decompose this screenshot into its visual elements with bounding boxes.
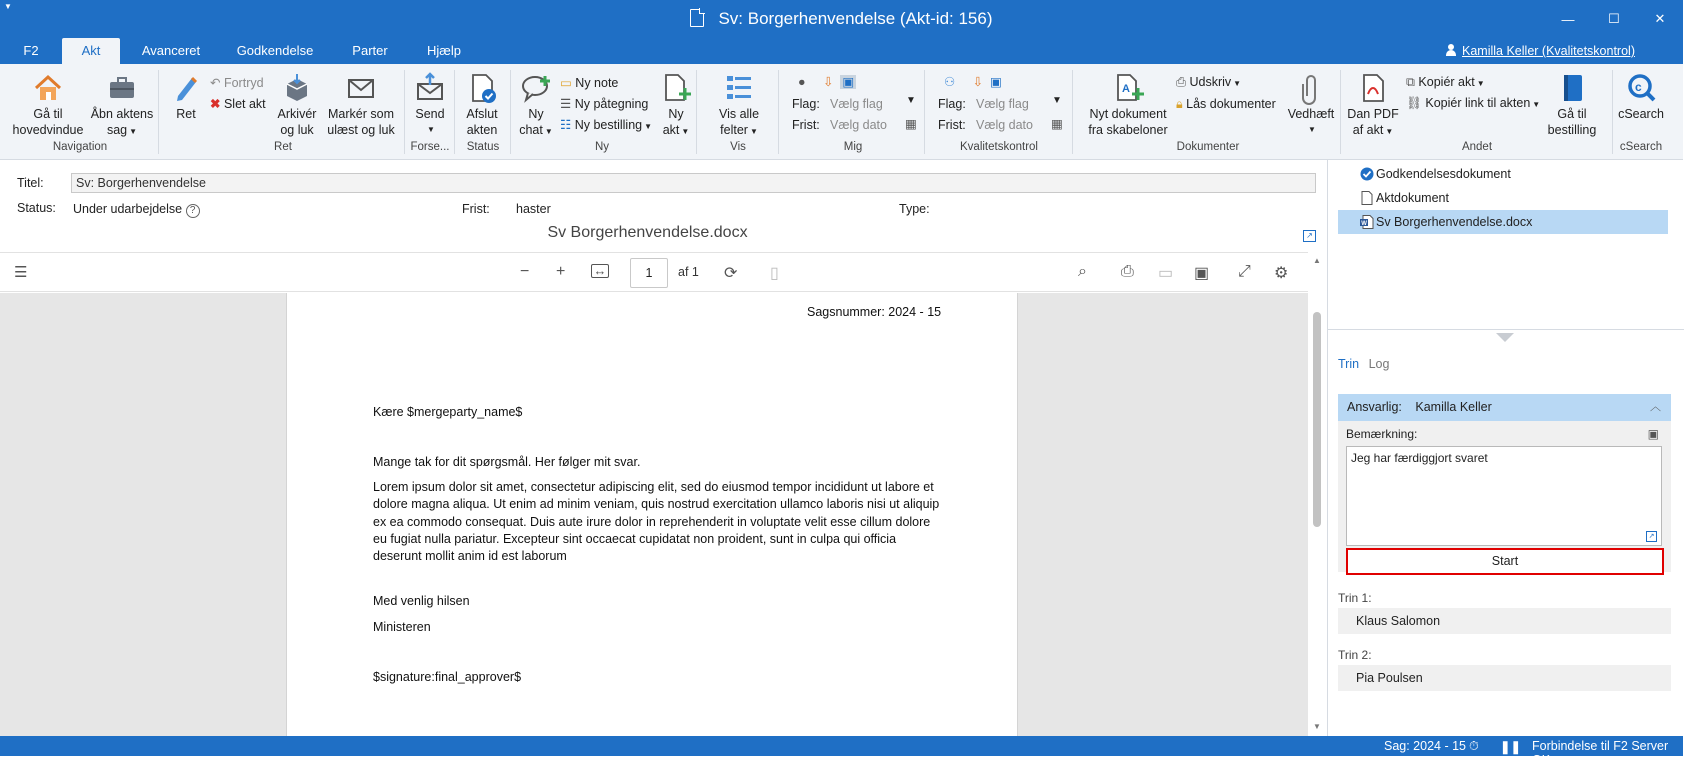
remark-textarea[interactable] bbox=[1346, 446, 1662, 546]
tab-hjaelp[interactable]: Hjælp bbox=[427, 43, 461, 58]
responsible-label: Ansvarlig: bbox=[1347, 400, 1402, 414]
archive-label-2: og luk bbox=[280, 123, 314, 137]
save-icon[interactable]: ▭ bbox=[1158, 265, 1174, 282]
chevron-down-icon: ▼ bbox=[1532, 100, 1541, 109]
delete-x-icon: ✖ bbox=[210, 97, 221, 111]
home-icon bbox=[32, 72, 64, 104]
viewer-scrollbar[interactable] bbox=[1308, 252, 1327, 736]
mark-unread-label-2: ulæst og luk bbox=[327, 123, 395, 137]
main-content bbox=[0, 160, 1327, 736]
mig-flag-select[interactable]: Vælg flag bbox=[830, 97, 883, 111]
body-line: eu fugiat nulla pariatur. Excepteur sint occaecat cupidatat non proident, sunt in culpa qui officia bbox=[373, 531, 897, 546]
tree-item-label: Aktdokument bbox=[1376, 191, 1449, 205]
status-case-number: Sag: 2024 - 15 bbox=[1384, 739, 1467, 753]
print-icon[interactable]: ⎙ bbox=[1121, 263, 1134, 280]
delete-act-button[interactable] bbox=[210, 96, 266, 112]
attach-label: Vedhæft bbox=[1287, 107, 1335, 121]
tab-f2[interactable]: F2 bbox=[23, 43, 39, 58]
page-layout-icon[interactable]: ▯ bbox=[770, 265, 779, 282]
deadline-value: haster bbox=[516, 202, 551, 216]
step1-value[interactable]: Klaus Salomon bbox=[1338, 608, 1671, 634]
title-label: Titel: bbox=[17, 176, 44, 190]
case-number: Sagsnummer: 2024 - 15 bbox=[807, 305, 942, 319]
chat-bubble-icon bbox=[520, 72, 552, 104]
mark-unread-label-1: Markér som bbox=[328, 107, 394, 121]
pencil-icon bbox=[170, 72, 202, 104]
current-user-label: Kamilla Keller (Kvalitetskontrol) bbox=[1462, 44, 1635, 58]
body-line: dolore magna aliqua. Ut enim ad minim veniam, quis nostrud exercitation ullamco laboris nisi ut aliquip bbox=[373, 497, 940, 512]
pause-icon[interactable]: ❚❚ bbox=[1500, 740, 1521, 754]
csearch-button[interactable] bbox=[1614, 72, 1668, 122]
archive-close-button[interactable] bbox=[274, 72, 320, 138]
new-chat-label-1: Ny bbox=[528, 107, 544, 121]
group-label-andet: Andet bbox=[1461, 141, 1493, 153]
close-act-label-2: akten bbox=[466, 123, 498, 137]
lock-documents-button[interactable] bbox=[1176, 96, 1276, 112]
tab-trin[interactable]: Trin bbox=[1338, 357, 1360, 371]
tree-item-label: Sv Borgerhenvendelse.docx bbox=[1376, 215, 1533, 229]
copy-act-label: Kopiér akt bbox=[1418, 75, 1475, 89]
mig-deadline-picker[interactable]: Vælg dato bbox=[830, 118, 887, 132]
attach-button[interactable] bbox=[1286, 72, 1336, 138]
open-case-button[interactable] bbox=[90, 72, 154, 140]
kvalitet-deadline-label: Frist: bbox=[938, 118, 966, 132]
workflow-icon: ⚇ bbox=[944, 75, 956, 89]
mig-icons-row bbox=[798, 74, 856, 90]
new-doc-label-1: Nyt dokument bbox=[1089, 107, 1167, 121]
calendar-toggle-icon[interactable]: ▣ bbox=[990, 75, 1002, 89]
status-bar bbox=[0, 736, 1683, 767]
page-total-label: af 1 bbox=[678, 265, 699, 279]
window-title bbox=[0, 9, 1683, 29]
pdf-icon bbox=[1357, 72, 1389, 104]
template-document-icon bbox=[1112, 72, 1144, 104]
kvalitet-flag-label: Flag: bbox=[938, 97, 966, 111]
title-field[interactable]: Sv: Borgerhenvendelse bbox=[71, 173, 1316, 193]
download-icon[interactable]: ⇩ bbox=[972, 75, 984, 89]
tab-akt[interactable]: Akt bbox=[62, 38, 120, 64]
tree-item-label: Godkendelsesdokument bbox=[1376, 167, 1511, 181]
step2-value[interactable]: Pia Poulsen bbox=[1338, 665, 1671, 691]
search-icon[interactable]: ⌕ bbox=[1078, 263, 1087, 280]
chevron-down-icon: ▼ bbox=[427, 125, 435, 134]
type-label: Type: bbox=[899, 202, 930, 216]
status-connection: Forbindelse til F2 Server OK bbox=[1532, 739, 1669, 767]
title-bar bbox=[0, 0, 1683, 38]
group-label-csearch: cSearch bbox=[1619, 141, 1663, 153]
panel-tabs bbox=[1338, 357, 1389, 371]
new-document-from-template-button[interactable] bbox=[1082, 72, 1174, 138]
group-label-vis: Vis bbox=[730, 141, 746, 153]
popout-icon[interactable]: ↗ bbox=[1303, 230, 1316, 242]
group-separator bbox=[158, 70, 159, 154]
group-label-ny: Ny bbox=[594, 141, 610, 153]
chevron-down-icon: ▼ bbox=[644, 122, 653, 131]
document-icon bbox=[1360, 191, 1374, 205]
new-act-label-1: Ny bbox=[668, 107, 684, 121]
goto-main-label-2: hovedvindue bbox=[12, 123, 84, 137]
tree-item-approval-document[interactable] bbox=[1338, 162, 1668, 186]
copy-act-button[interactable] bbox=[1406, 74, 1485, 92]
check-circle-icon bbox=[1360, 167, 1374, 181]
edit-button[interactable] bbox=[166, 72, 206, 122]
undo-button[interactable] bbox=[210, 75, 264, 91]
print-label: Udskriv bbox=[1189, 75, 1232, 89]
chevron-down-icon: ▼ bbox=[1233, 79, 1242, 88]
current-user-link[interactable] bbox=[1446, 44, 1635, 58]
scroll-up-icon[interactable]: ▲ bbox=[1313, 256, 1321, 265]
goto-order-button[interactable] bbox=[1538, 72, 1606, 138]
signature-placeholder: $signature:final_approver$ bbox=[373, 670, 522, 684]
group-separator bbox=[778, 70, 779, 154]
document-icon bbox=[690, 9, 704, 27]
save-remark-icon[interactable]: ▣ bbox=[1647, 427, 1659, 441]
group-separator bbox=[1612, 70, 1613, 154]
kvalitet-flag-select[interactable]: Vælg flag bbox=[976, 97, 1029, 111]
document-check-icon bbox=[466, 72, 498, 104]
new-annotation-label: Ny påtegning bbox=[574, 97, 649, 111]
fields-list-icon bbox=[723, 72, 755, 104]
pdf-label-2: af akt bbox=[1352, 123, 1384, 137]
copy-link-button[interactable] bbox=[1406, 95, 1540, 113]
delete-act-label: Slet akt bbox=[223, 97, 266, 111]
group-label-status: Status bbox=[466, 141, 500, 153]
paperclip-icon bbox=[1295, 72, 1327, 104]
window-controls bbox=[1545, 0, 1683, 38]
svg-text:c: c bbox=[1635, 80, 1642, 94]
user-icon bbox=[1446, 44, 1456, 56]
pdf-label-1: Dan PDF bbox=[1347, 107, 1399, 121]
copy-link-label: Kopiér link til akten bbox=[1425, 96, 1531, 110]
mig-flag-dropdown-icon[interactable]: ▼ bbox=[906, 95, 916, 106]
annotation-icon: ☰ bbox=[560, 97, 572, 111]
mig-calendar-icon[interactable]: ▦ bbox=[905, 117, 917, 131]
chevron-down-icon: ▼ bbox=[129, 127, 138, 136]
goto-main-label-1: Gå til bbox=[33, 107, 63, 121]
send-label: Send bbox=[415, 107, 445, 121]
create-pdf-button[interactable] bbox=[1346, 72, 1400, 140]
new-act-button[interactable] bbox=[660, 72, 692, 140]
kvalitet-icons-row bbox=[944, 74, 1002, 90]
group-separator bbox=[454, 70, 455, 154]
person-icon: ● bbox=[798, 75, 806, 89]
greeting: Kære $mergeparty_name$ bbox=[373, 405, 523, 419]
help-icon[interactable]: ? bbox=[186, 204, 200, 218]
mig-deadline-row bbox=[792, 117, 820, 133]
csearch-icon bbox=[1625, 72, 1657, 104]
lock-label: Lås dokumenter bbox=[1186, 97, 1276, 111]
current-step-box bbox=[1338, 394, 1671, 572]
document-viewer bbox=[0, 293, 1312, 736]
close-button[interactable]: ✕ bbox=[1654, 11, 1666, 26]
new-document-icon bbox=[660, 72, 692, 104]
responsible-value: Kamilla Keller bbox=[1415, 400, 1492, 414]
edit-label: Ret bbox=[176, 107, 196, 121]
status-value-text: Under udarbejdelse bbox=[73, 202, 183, 216]
group-separator bbox=[1072, 70, 1073, 154]
chevron-down-icon: ▼ bbox=[1308, 125, 1316, 134]
fit-width-icon[interactable]: ↔ bbox=[591, 264, 609, 278]
copy-icon: ⧉ bbox=[1406, 75, 1415, 89]
right-panel bbox=[1327, 160, 1683, 736]
tab-godkendelse[interactable]: Godkendelse bbox=[236, 43, 314, 58]
show-all-fields-button[interactable] bbox=[714, 72, 764, 140]
new-chat-label-2: chat bbox=[519, 123, 543, 137]
svg-text:W: W bbox=[1361, 221, 1367, 227]
expand-icon[interactable]: ↗ bbox=[1646, 531, 1657, 542]
lock-icon: 🔒︎ bbox=[1176, 97, 1183, 111]
group-separator bbox=[1340, 70, 1341, 154]
viewer-toolbar bbox=[0, 252, 1312, 292]
save-as-icon[interactable]: ▣ bbox=[1194, 265, 1210, 282]
chevron-down-icon: ▼ bbox=[1476, 79, 1485, 88]
sender-line: Ministeren bbox=[373, 620, 431, 634]
group-separator bbox=[924, 70, 925, 154]
new-act-label-2: akt bbox=[662, 123, 680, 137]
timer-icon[interactable]: ⏱ bbox=[1469, 739, 1479, 753]
group-label-forsendelse: Forse... bbox=[410, 141, 450, 153]
scroll-down-icon[interactable]: ▼ bbox=[1313, 722, 1321, 731]
send-mail-icon bbox=[414, 72, 446, 104]
body-line: ex ea commodo consequat. Duis aute irure dolor in reprehenderit in voluptate velit esse cillum dolore bbox=[373, 514, 931, 529]
show-all-label-2: felter bbox=[720, 123, 748, 137]
rotate-icon[interactable]: ⟳ bbox=[724, 265, 738, 282]
system-menu-icon[interactable]: ▼ bbox=[4, 2, 12, 11]
tab-parter[interactable]: Parter bbox=[352, 43, 388, 58]
printer-icon: ⎙ bbox=[1176, 75, 1187, 89]
close-act-button[interactable] bbox=[460, 72, 504, 138]
body-line: Lorem ipsum dolor sit amet, consectetur adipiscing elit, sed do eiusmod tempor incididunt ut labore et bbox=[373, 480, 934, 494]
deadline-label: Frist: bbox=[462, 202, 490, 216]
panel-divider bbox=[1328, 329, 1684, 330]
maximize-button[interactable]: ☐ bbox=[1608, 11, 1620, 26]
close-act-label-1: Afslut bbox=[466, 107, 498, 121]
kvalitet-calendar-icon[interactable]: ▦ bbox=[1051, 117, 1063, 131]
tree-item-act-document[interactable] bbox=[1338, 186, 1668, 210]
link-icon: ⛓︎ bbox=[1406, 96, 1422, 110]
chevron-down-icon: ▼ bbox=[544, 127, 553, 136]
show-all-label-1: Vis alle bbox=[718, 107, 760, 121]
print-button[interactable] bbox=[1176, 74, 1241, 92]
kvalitet-deadline-picker[interactable]: Vælg dato bbox=[976, 118, 1033, 132]
closing-line: Med venlig hilsen bbox=[373, 594, 470, 608]
body-line: deserunt mollit anim id est laborum bbox=[373, 549, 567, 564]
archive-box-icon bbox=[281, 72, 313, 104]
start-button[interactable]: Start bbox=[1346, 548, 1664, 575]
word-icon bbox=[1360, 215, 1374, 229]
window-title-text: Sv: Borgerhenvendelse (Akt-id: 156) bbox=[718, 9, 993, 28]
new-annotation-button[interactable] bbox=[560, 96, 648, 112]
send-button[interactable] bbox=[410, 72, 450, 138]
scrollbar-thumb[interactable] bbox=[1313, 312, 1321, 527]
fullscreen-icon[interactable]: ⤢ bbox=[1238, 263, 1251, 280]
mig-flag-label: Flag: bbox=[792, 97, 820, 111]
goto-order-label-2: bestilling bbox=[1547, 123, 1597, 137]
order-icon: ☷ bbox=[560, 118, 572, 132]
document-page bbox=[286, 293, 1018, 736]
briefcase-icon bbox=[106, 72, 138, 104]
mig-flag-row bbox=[792, 96, 820, 112]
body-paragraph bbox=[373, 479, 939, 565]
archive-label-1: Arkivér bbox=[277, 107, 317, 121]
new-note-label: Ny note bbox=[575, 76, 619, 90]
mark-unread-close-button[interactable] bbox=[326, 72, 396, 138]
open-case-label-2: sag bbox=[106, 123, 128, 137]
group-label-mig: Mig bbox=[843, 141, 863, 153]
goto-order-label-1: Gå til bbox=[1557, 107, 1587, 121]
step1-label: Trin 1: bbox=[1338, 591, 1372, 605]
new-note-button[interactable] bbox=[560, 75, 618, 91]
zoom-out-icon[interactable]: − bbox=[520, 263, 530, 280]
outline-list-icon[interactable]: ☰ bbox=[14, 264, 28, 281]
document-filename: Sv Borgerhenvendelse.docx bbox=[547, 224, 748, 241]
tab-log[interactable]: Log bbox=[1368, 357, 1390, 371]
new-doc-label-2: fra skabeloner bbox=[1088, 123, 1168, 137]
calendar-toggle-icon[interactable]: ▣ bbox=[842, 75, 855, 89]
new-order-label: Ny bestilling bbox=[574, 118, 643, 132]
page-number-input[interactable]: 1 bbox=[630, 258, 668, 288]
download-icon[interactable]: ⇩ bbox=[822, 75, 834, 89]
mig-deadline-label: Frist: bbox=[792, 118, 820, 132]
group-label-kvalitetskontrol: Kvalitetskontrol bbox=[960, 141, 1038, 153]
step2-label: Trin 2: bbox=[1338, 648, 1372, 662]
new-chat-button[interactable] bbox=[516, 72, 556, 140]
status-label: Status: bbox=[17, 201, 56, 215]
chevron-up-icon[interactable]: ︿ bbox=[1650, 401, 1661, 413]
group-label-navigation: Navigation bbox=[52, 141, 108, 153]
tab-avanceret[interactable]: Avanceret bbox=[141, 43, 201, 58]
open-case-label-1: Åbn aktens bbox=[90, 107, 154, 121]
minimize-button[interactable]: — bbox=[1561, 11, 1575, 27]
undo-label: Fortryd bbox=[223, 76, 264, 90]
chevron-down-icon: ▼ bbox=[749, 127, 758, 136]
settings-gear-icon[interactable]: ⚙ bbox=[1274, 265, 1289, 282]
zoom-in-icon[interactable]: + bbox=[556, 263, 566, 280]
group-separator bbox=[404, 70, 405, 154]
status-value bbox=[73, 202, 200, 218]
book-icon bbox=[1556, 72, 1588, 104]
group-separator bbox=[510, 70, 511, 154]
tree-item-word-document[interactable] bbox=[1338, 210, 1668, 234]
goto-main-window-button[interactable] bbox=[10, 72, 86, 138]
ribbon bbox=[0, 64, 1683, 160]
remark-label: Bemærkning: bbox=[1346, 427, 1418, 441]
group-label-ret: Ret bbox=[274, 141, 292, 153]
collapse-arrow-icon[interactable] bbox=[1496, 333, 1514, 342]
kvalitet-flag-dropdown-icon[interactable]: ▼ bbox=[1052, 95, 1062, 106]
note-icon: ▭ bbox=[560, 76, 572, 90]
csearch-label: cSearch bbox=[1618, 107, 1664, 121]
group-label-dokumenter: Dokumenter bbox=[1176, 141, 1240, 153]
undo-icon: ↶ bbox=[210, 76, 221, 90]
ribbon-tabs bbox=[0, 38, 1683, 64]
thanks-line: Mange tak for dit spørgsmål. Her følger mit svar. bbox=[373, 455, 641, 469]
group-separator bbox=[696, 70, 697, 154]
svg-text:A: A bbox=[1122, 83, 1130, 95]
envelope-icon bbox=[345, 72, 377, 104]
new-order-button[interactable] bbox=[560, 117, 652, 135]
responsible-header[interactable] bbox=[1338, 394, 1671, 421]
chevron-down-icon: ▼ bbox=[1385, 127, 1394, 136]
remark-text: Jeg har færdiggjort svaret bbox=[1351, 451, 1488, 465]
chevron-down-icon: ▼ bbox=[681, 127, 690, 136]
